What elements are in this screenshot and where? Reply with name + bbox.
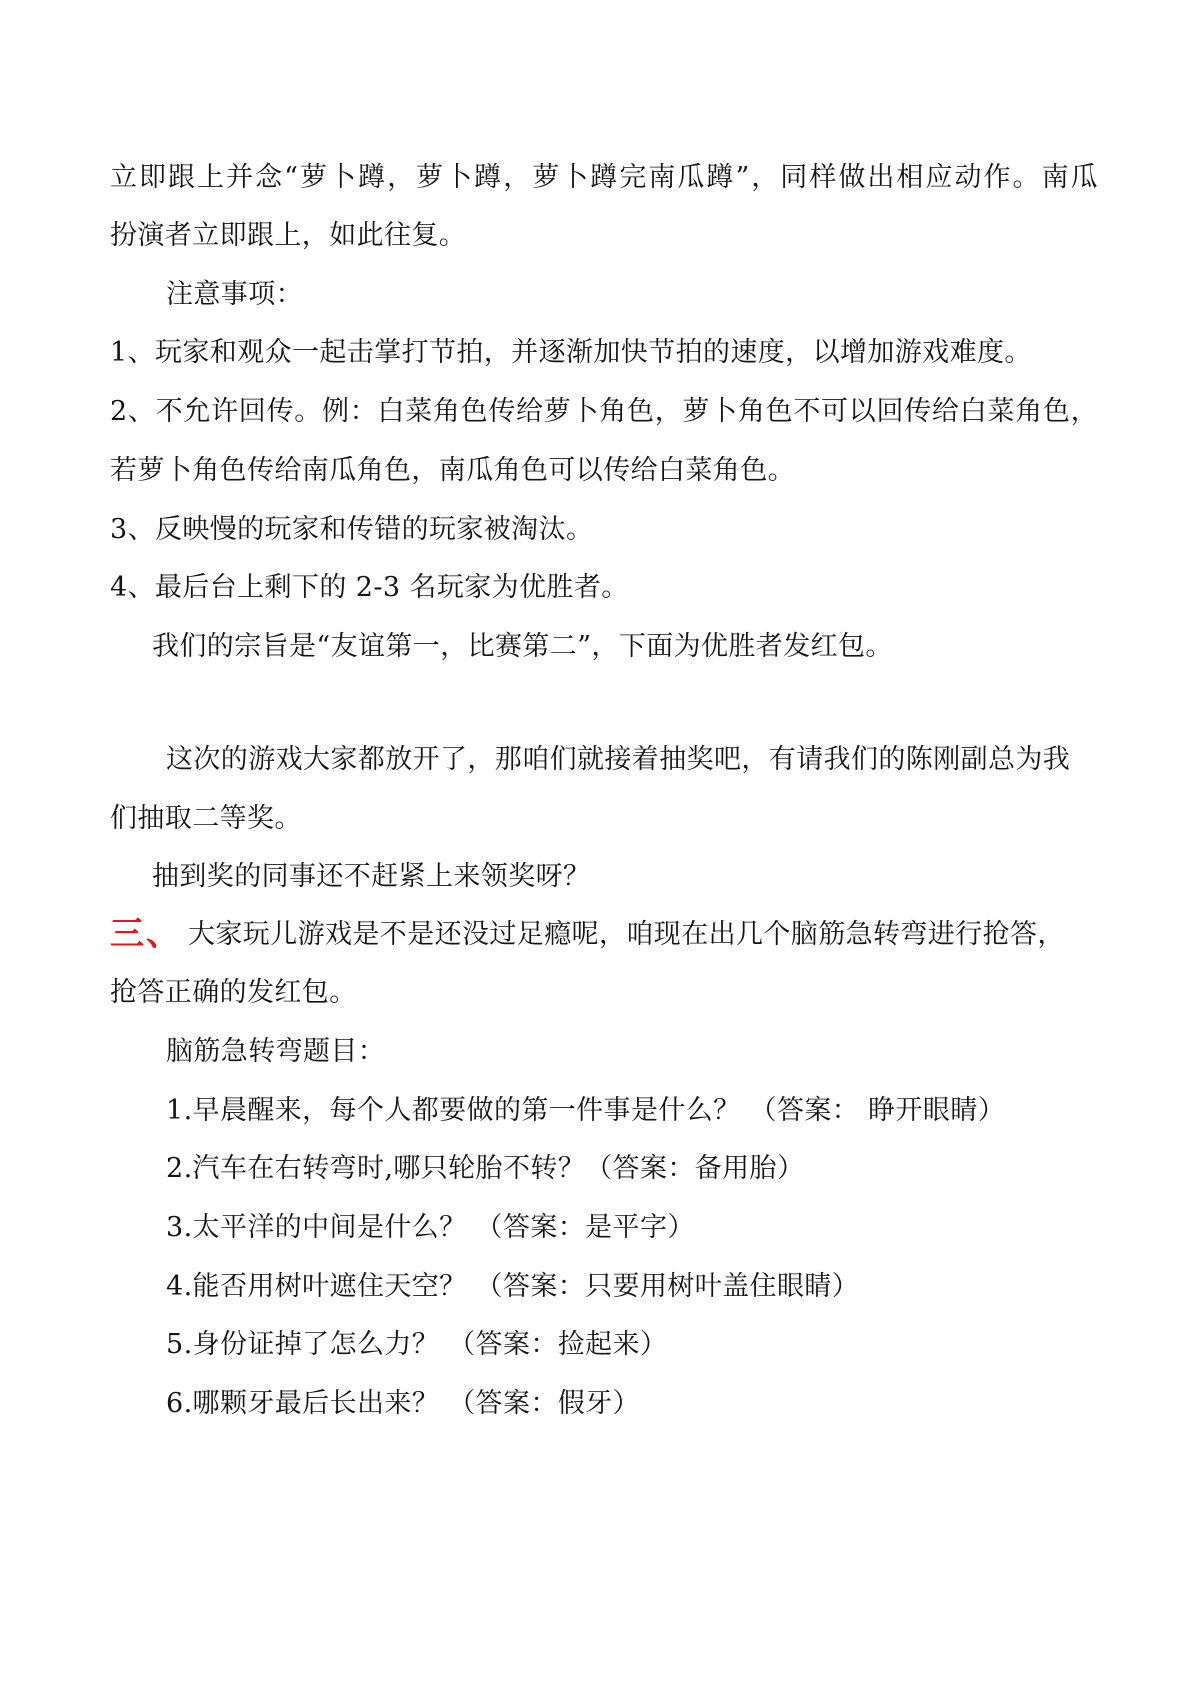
quiz-question-1: 1.早晨醒来，每个人都要做的第一件事是什么？ （答案： 睁开眼睛） (166, 1095, 1006, 1126)
lottery-line-3: 抽到奖的同事还不赶紧上来领奖呀？ (152, 861, 591, 892)
note-item-1: 1、玩家和观众一起击掌打节拍，并逐渐加快节拍的速度，以增加游戏难度。 (110, 337, 1032, 368)
lottery-line-1: 这次的游戏大家都放开了，那咱们就接着抽奖吧，有请我们的陈刚副总为我 (166, 744, 1071, 775)
section-3-intro-text: 大家玩儿游戏是不是还没过足瘾呢，咱现在出几个脑筋急转弯进行抢答， (188, 919, 1065, 950)
note-item-2-line-1: 2、不允许回传。例：白菜角色传给萝卜角色，萝卜角色不可以回传给白菜角色， (110, 396, 1098, 427)
section-number: 三、 (110, 914, 182, 954)
section-3-intro (110, 916, 1065, 953)
quiz-title: 脑筋急转弯题目： (166, 1036, 386, 1067)
note-item-3: 3、反映慢的玩家和传错的玩家被淘汰。 (110, 514, 594, 545)
motto-line: 我们的宗旨是“友谊第一，比赛第二”，下面为优胜者发红包。 (152, 631, 893, 662)
paragraph-line: 立即跟上并念“萝卜蹲，萝卜蹲，萝卜蹲完南瓜蹲”，同样做出相应动作。南瓜 (110, 162, 1098, 193)
quiz-question-2: 2.汽车在右转弯时,哪只轮胎不转？（答案：备用胎） (166, 1153, 805, 1184)
paragraph-line: 扮演者立即跟上，如此往复。 (110, 220, 467, 251)
section-3-intro-line-2: 抢答正确的发红包。 (110, 977, 357, 1008)
notes-title: 注意事项： (166, 279, 303, 310)
quiz-question-4: 4.能否用树叶遮住天空？ （答案：只要用树叶盖住眼睛） (166, 1271, 860, 1302)
quiz-question-3: 3.太平洋的中间是什么？ （答案：是平字） (166, 1212, 695, 1243)
lottery-line-2: 们抽取二等奖。 (110, 803, 302, 834)
quiz-question-5: 5.身份证掉了怎么力？ （答案：捡起来） (166, 1329, 668, 1360)
quiz-question-6: 6.哪颗牙最后长出来？ （答案：假牙） (166, 1388, 640, 1419)
note-item-2-line-2: 若萝卜角色传给南瓜角色，南瓜角色可以传给白菜角色。 (110, 455, 795, 486)
note-item-4: 4、最后台上剩下的 2-3 名玩家为优胜者。 (110, 572, 629, 603)
